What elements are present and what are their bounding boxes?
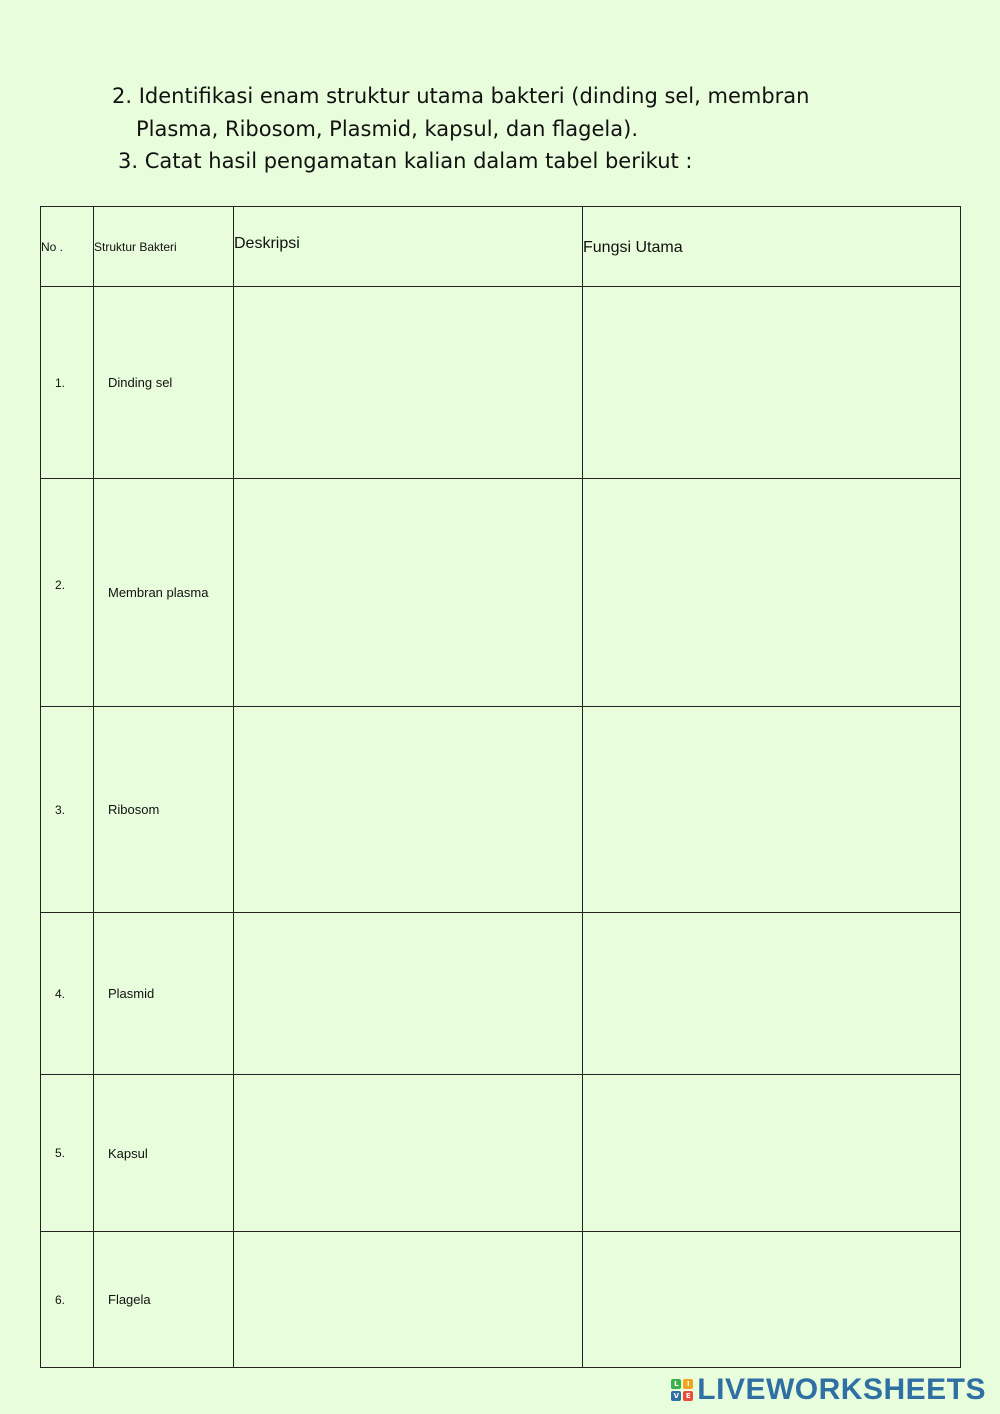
logo-tile: V <box>671 1391 681 1401</box>
row-structure: Dinding sel <box>94 287 234 479</box>
function-answer-cell[interactable] <box>583 913 961 1075</box>
row-structure: Membran plasma <box>94 479 234 707</box>
logo-tile: E <box>683 1391 693 1401</box>
row-number: 4. <box>41 913 94 1075</box>
liveworksheets-brand <box>671 1373 986 1407</box>
header-description-label: Deskripsi <box>234 234 300 252</box>
row-structure: Plasmid <box>94 913 234 1075</box>
header-no: No . <box>41 207 94 287</box>
row-number: 3. <box>41 707 94 913</box>
instruction-step-2-continued: Plasma, Ribosom, Plasmid, kapsul, dan flagela). <box>136 117 638 141</box>
description-answer-cell[interactable] <box>234 707 583 913</box>
header-function-label: Fungsi Utama <box>583 238 683 256</box>
row-number-label: 2. <box>55 577 66 592</box>
row-number <box>41 479 94 707</box>
table-row <box>41 707 961 913</box>
table-header-row <box>41 207 961 287</box>
description-answer-cell[interactable] <box>234 913 583 1075</box>
table-row <box>41 1232 961 1368</box>
row-number: 1. <box>41 287 94 479</box>
row-number: 6. <box>41 1232 94 1368</box>
function-answer-cell[interactable] <box>583 707 961 913</box>
table-row <box>41 479 961 707</box>
liveworksheets-logo-icon <box>671 1379 693 1401</box>
description-answer-cell[interactable] <box>234 479 583 707</box>
instruction-step-2: 2. Identifikasi enam struktur utama bakteri (dinding sel, membran <box>112 84 810 108</box>
logo-tile: I <box>683 1379 693 1389</box>
logo-tile: L <box>671 1379 681 1389</box>
function-answer-cell[interactable] <box>583 1075 961 1232</box>
row-structure: Kapsul <box>94 1075 234 1232</box>
instructions <box>0 0 1000 190</box>
row-structure: Ribosom <box>94 707 234 913</box>
description-answer-cell[interactable] <box>234 287 583 479</box>
function-answer-cell[interactable] <box>583 479 961 707</box>
table-row <box>41 913 961 1075</box>
header-description <box>234 207 583 287</box>
table-row <box>41 287 961 479</box>
description-answer-cell[interactable] <box>234 1075 583 1232</box>
observation-table <box>40 206 961 1368</box>
function-answer-cell[interactable] <box>583 287 961 479</box>
brand-name: LIVEWORKSHEETS <box>697 1373 986 1406</box>
instruction-step-3: 3. Catat hasil pengamatan kalian dalam tabel berikut : <box>118 149 693 173</box>
description-answer-cell[interactable] <box>234 1232 583 1368</box>
row-number: 5. <box>41 1075 94 1232</box>
function-answer-cell[interactable] <box>583 1232 961 1368</box>
row-structure: Flagela <box>94 1232 234 1368</box>
table-row <box>41 1075 961 1232</box>
header-function <box>583 207 961 287</box>
header-structure: Struktur Bakteri <box>94 207 234 287</box>
